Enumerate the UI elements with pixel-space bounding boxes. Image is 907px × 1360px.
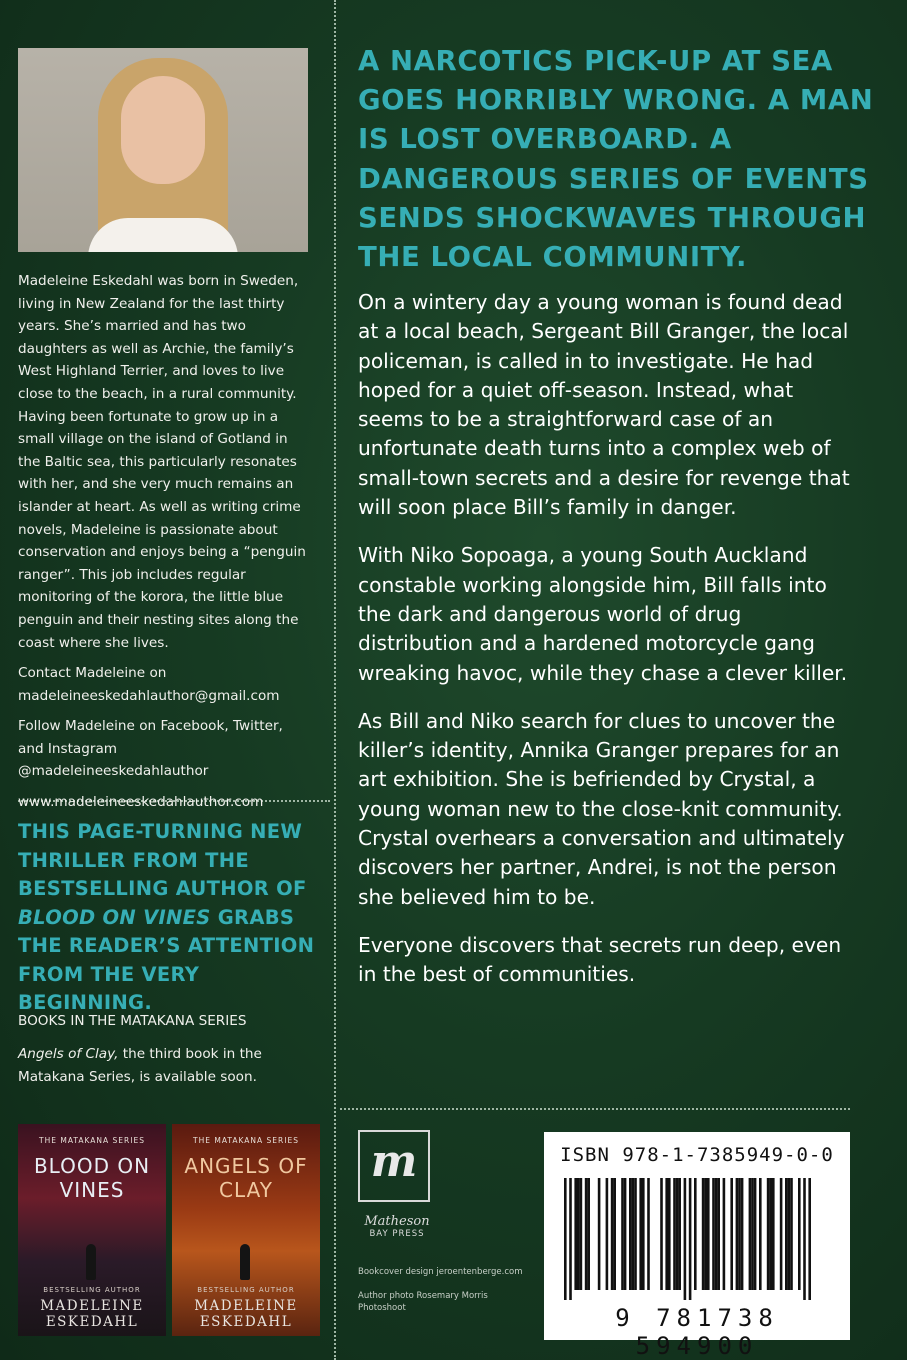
barcode-bar	[767, 1178, 770, 1290]
book-title: BLOOD ON VINES	[33, 1154, 151, 1202]
barcode-bar	[785, 1178, 788, 1290]
barcode-bar	[741, 1178, 744, 1290]
blurb-paragraph: With Niko Sopoaga, a young South Auckland constable working alongside him, Bill falls into the dark and dangerous world of drug distribution and a hardened motorcycle gang wreaking havoc, while they chase a clever killer.	[358, 543, 848, 685]
barcode-bars	[564, 1178, 830, 1300]
book-author: MADELEINE ESKEDAHL	[40, 1298, 144, 1330]
series-note-text: the third book in the Matakana Series, is available soon.	[18, 1046, 262, 1085]
tagline-part2: GRABS THE READER’S ATTENTION FROM THE VERY BEGINNING.	[18, 905, 315, 1014]
barcode-bar	[642, 1178, 645, 1290]
barcode-bar	[736, 1178, 739, 1290]
barcode-bar	[730, 1178, 733, 1290]
barcode-bar	[606, 1178, 609, 1290]
tagline-italic-title: BLOOD ON VINES	[18, 905, 211, 929]
barcode-bar	[639, 1178, 642, 1290]
barcode-bar	[751, 1178, 754, 1290]
barcode-bar	[624, 1178, 627, 1290]
series-note-title: Angels of Clay,	[18, 1046, 119, 1062]
barcode-bar	[702, 1178, 705, 1290]
book-byline: BESTSELLING AUTHOR	[197, 1286, 295, 1294]
blurb-paragraph: On a wintery day a young woman is found dead at a local beach, Sergeant Bill Granger, the local policeman, is called in to investigate. He had hoped for a quiet off-season. Instead, what seems to be a straightforward case of an unfortunate death turns into a complex web of small-town secrets and a desire for revenge that will soon place Bill’s family in danger.	[358, 290, 850, 520]
barcode-bar	[598, 1178, 601, 1290]
barcode-bar	[613, 1178, 616, 1290]
barcode-bar	[668, 1178, 671, 1290]
book-series-label: THE MATAKANA SERIES	[39, 1136, 145, 1145]
book-series-label: THE MATAKANA SERIES	[193, 1136, 299, 1145]
barcode-bar	[676, 1178, 679, 1290]
barcode-bar	[798, 1178, 801, 1290]
publisher-subtitle: BAY PRESS	[369, 1229, 425, 1239]
barcode-bar	[574, 1178, 577, 1290]
barcode-bar	[689, 1178, 692, 1300]
barcode-bar	[629, 1178, 632, 1290]
book-title: ANGELS OF CLAY	[184, 1154, 308, 1202]
barcode-bar	[723, 1178, 726, 1290]
author-bio	[18, 270, 310, 822]
barcode-bar	[704, 1178, 707, 1290]
barcode-bar	[803, 1178, 806, 1300]
barcode-bar	[634, 1178, 637, 1290]
barcode-bar	[769, 1178, 772, 1290]
barcode-bar	[790, 1178, 793, 1290]
barcode-bar	[694, 1178, 697, 1290]
book-author: MADELEINE ESKEDAHL	[194, 1298, 298, 1330]
barcode-bar	[647, 1178, 650, 1290]
author-photo-credit: Author photo Rosemary Morris Photoshoot	[358, 1291, 488, 1313]
isbn-label: ISBN 978-1-7385949-0-0	[560, 1144, 834, 1166]
publisher-logo	[358, 1130, 430, 1202]
publisher-mark: m	[370, 1136, 418, 1187]
barcode-bar	[611, 1178, 614, 1290]
blurb-paragraph: As Bill and Niko search for clues to uncover the killer’s identity, Annika Granger prepares for an art exhibition. She is befriended by Crystal, a young woman new to the close-knit community. Crystal overhears a conversation and ultimately discovers her partner, Andrei, is not the person she believed him to be.	[358, 708, 845, 909]
barcode-bar	[754, 1178, 757, 1290]
tagline	[18, 818, 338, 1018]
barcode-number: 9 781738 594900	[615, 1304, 779, 1360]
author-photo	[18, 48, 308, 252]
follow-line: Follow Madeleine on Facebook, Twitter, and Instagram @madeleineeskedahlauthor	[18, 718, 283, 780]
barcode-bar	[580, 1178, 583, 1290]
blurb	[358, 288, 858, 1009]
website-link[interactable]: www.madeleineeskedahlauthor.com	[18, 794, 264, 811]
barcode-bar	[717, 1178, 720, 1290]
barcode-bar	[577, 1178, 580, 1290]
barcode-bar	[707, 1178, 710, 1290]
book-byline: BESTSELLING AUTHOR	[43, 1286, 141, 1294]
barcode-bar	[564, 1178, 567, 1300]
column-divider	[334, 0, 336, 1360]
barcode-bar	[673, 1178, 676, 1290]
silhouette-figure	[240, 1244, 250, 1280]
cover-design-credit: Bookcover design jeroentenberge.com	[358, 1267, 523, 1277]
barcode-bar	[780, 1178, 783, 1290]
publisher-name: Matheson	[364, 1214, 430, 1229]
barcode-bar	[684, 1178, 687, 1300]
barcode-bar	[632, 1178, 635, 1290]
barcode-bar	[621, 1178, 624, 1290]
right-section-divider	[340, 1108, 850, 1110]
book-cover-angels-of-clay[interactable]	[172, 1124, 320, 1336]
barcode-bar	[585, 1178, 588, 1290]
barcode-bar	[712, 1178, 715, 1290]
barcode-bar	[660, 1178, 663, 1290]
barcode-bar	[715, 1178, 718, 1290]
silhouette-figure	[86, 1244, 96, 1280]
barcode-bar	[738, 1178, 741, 1290]
bio-paragraph: Madeleine Eskedahl was born in Sweden, living in New Zealand for the last thirty years. She’s married and has two daughters as well as Archie, the family’s West Highland Terrier, and loves to live close to the beach, in a rural community. Having been fortunate to grow up in a small village on the island of Gotland in the Baltic sea, this particularly resonates with her, and she very much remains an islander at heart. As well as writing crime novels, Madeleine is passionate about conservation and enjoys being a “penguin ranger”. This job includes regular monitoring of the korora, the little blue penguin and their nesting sites along the coast where she lives.	[18, 273, 306, 651]
tagline-part1: THIS PAGE-TURNING NEW THRILLER FROM THE BESTSELLING AUTHOR OF	[18, 820, 307, 900]
barcode-bar	[772, 1178, 775, 1290]
contact-line: Contact Madeleine on madeleineeskedahlauthor@gmail.com	[18, 665, 280, 704]
headline: A NARCOTICS PICK-UP AT SEA GOES HORRIBLY WRONG. A MAN IS LOST OVERBOARD. A DANGEROUS SERIES OF EVENTS SENDS SHOCKWAVES THROUGH THE LOCAL COMMUNITY.	[358, 45, 874, 274]
isbn-barcode-box	[544, 1132, 850, 1360]
series-heading: BOOKS IN THE MATAKANA SERIES	[18, 1013, 247, 1029]
blurb-paragraph: Everyone discovers that secrets run deep, even in the best of communities.	[358, 932, 842, 987]
barcode-bar	[587, 1178, 590, 1290]
barcode-bar	[759, 1178, 762, 1290]
series-note	[18, 1043, 308, 1088]
barcode-bar	[808, 1178, 811, 1300]
barcode-bar	[678, 1178, 681, 1290]
barcode-bar	[749, 1178, 752, 1290]
barcode-bar	[569, 1178, 572, 1300]
barcode-bar	[788, 1178, 791, 1290]
barcode-bar	[665, 1178, 668, 1290]
book-cover-blood-on-vines[interactable]	[18, 1124, 166, 1336]
